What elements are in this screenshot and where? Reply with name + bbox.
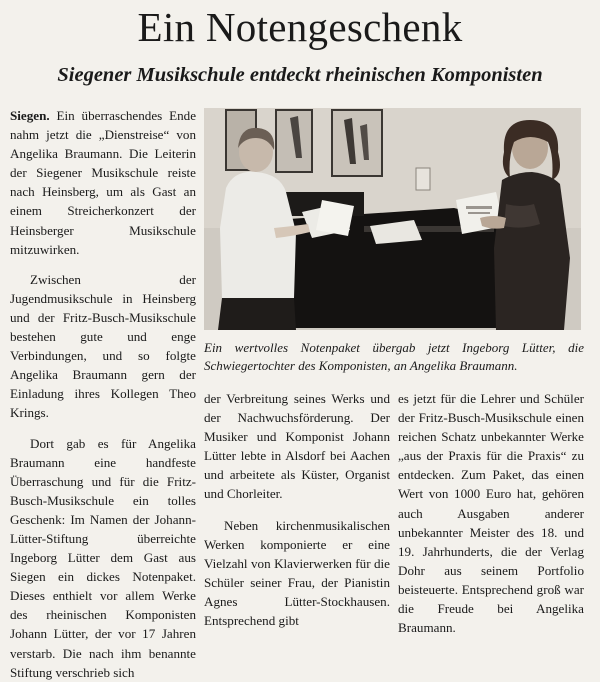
photo-caption: Ein wertvolles Notenpaket übergab jetzt Ingeborg Lütter, die Schwiegertochter des Komponisten, an Angelika Braumann. (204, 340, 584, 373)
article-photo (204, 108, 581, 330)
paragraph: Zwischen der Jugendmusikschule in Heinsberg und der Fritz-Busch-Musikschule bestehen gute und enge Verbindungen, und so folgte Angelika Braumann gern der Einladung ihres Kollegen Theo Krings. (10, 271, 196, 421)
article-column-3 (398, 389, 584, 637)
paragraph (10, 106, 196, 259)
headline: Ein Notengeschenk (137, 4, 463, 50)
article-column-1 (10, 106, 196, 682)
paragraph: Neben kirchenmusikalischen Werken komponierte er eine Vielzahl von Klavierwerken für die Schüler seiner Frau, der Pianistin Agnes Lütter-Stockhausen. Entsprechend gibt (204, 517, 390, 629)
subheadline: Siegener Musikschule entdeckt rheinischen Komponisten (57, 64, 543, 86)
paragraph: es jetzt für die Lehrer und Schüler der Fritz-Busch-Musikschule einen reichen Schatz unbekannter Werke „aus der Praxis für die Praxis“ zu entdecken. Zum Paket, das einen Wert von 1000 Euro hat, gehören auch Ausgaben anderer unbekannter Meister des 18. und 19. Jahrhunderts, die der Verlag Dohr aus seinem Portfolio beisteuerte. Entsprechend groß war die Freude bei Angelika Braumann. (398, 391, 584, 636)
paragraph-text: Ein überraschendes Ende nahm jetzt die „Dienstreise“ von Angelika Braumann. Die Leiterin der Siegener Musikschule reiste nach Heinsberg, um als Gast an einem Streicherkonzert der Heinsberger Musikschule mitzuwirken. (10, 108, 196, 257)
article-column-2 (204, 389, 390, 630)
dateline: Siegen. (10, 108, 50, 123)
paragraph: Dort gab es für Angelika Braumann eine handfeste Überraschung und für die Fritz-Busch-Musikschule ein tolles Geschenk: Im Namen der Johann-Lütter-Stiftung überreichte Ingeborg Lütter dem Gast aus Siegen ein dickes Notenpaket. Dieses enthielt vor allem Werke des rheinischen Komponisten Johann Lütter, der vor 17 Jahren verstarb. Die nach ihm benannte Stiftung verschrieb sich (10, 435, 196, 680)
paragraph: der Verbreitung seines Werks und der Nachwuchsförderung. Der Musiker und Komponist Johann Lütter lebte in Alsdorf bei Aachen und arbeitete als Küster, Organist und Chorleiter. (204, 391, 390, 502)
